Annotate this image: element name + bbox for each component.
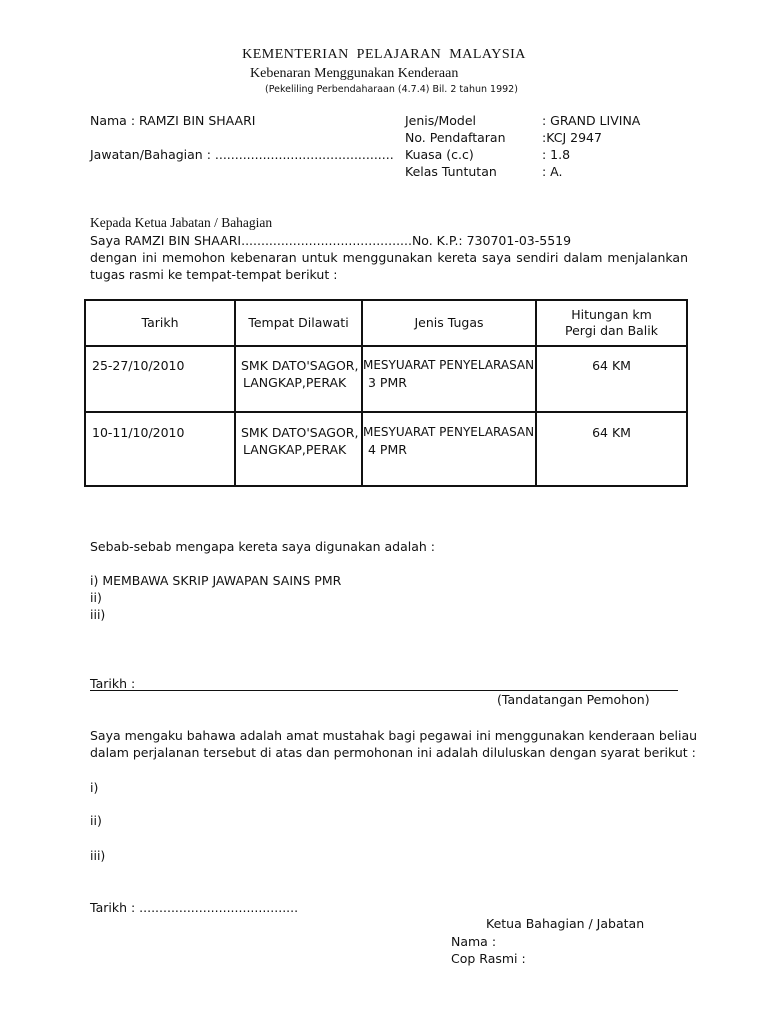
row1-place-line2: LANGKAP,PERAK xyxy=(243,375,347,390)
head-of-department-title: Ketua Bahagian / Jabatan xyxy=(486,916,645,931)
applicant-ic-line: Saya RAMZI BIN SHAARI...........................................No. K.P.: 730701-03-5519 xyxy=(90,233,572,248)
row2-cell-place xyxy=(235,412,362,486)
applicant-position: Jawatan/Bahagian : ............................................. xyxy=(90,147,394,162)
row2-cell-date xyxy=(85,412,235,486)
approver-name-label: Nama : xyxy=(451,934,497,949)
applicant-name: Nama : RAMZI BIN SHAARI xyxy=(90,113,256,128)
row1-task-line1: MESYUARAT PENYELARASAN xyxy=(363,358,535,372)
vehicle-value-registration: :KCJ 2947 xyxy=(542,130,602,145)
vehicle-value-cc: : 1.8 xyxy=(542,147,571,162)
addressee: Kepada Ketua Jabatan / Bahagian xyxy=(90,215,273,230)
vehicle-label-model: Jenis/Model xyxy=(405,113,477,128)
header-task: Jenis Tugas xyxy=(362,300,536,346)
header-km xyxy=(536,300,687,346)
header-km-line2: Pergi dan Balik xyxy=(565,323,658,338)
row2-cell-task xyxy=(362,412,536,486)
row1-task-line2: 3 PMR xyxy=(368,375,407,390)
row1-km: 64 KM xyxy=(592,358,631,373)
table-row xyxy=(85,346,687,412)
circular-reference: (Pekeliling Perbendaharaan (4.7.4) Bil. 2 tahun 1992) xyxy=(265,84,518,95)
approval-line-2: dalam perjalanan tersebut di atas dan permohonan ini adalah diluluskan dengan syarat berikut : xyxy=(90,745,696,760)
row2-place-line1: SMK DATO'SAGOR, xyxy=(241,425,359,440)
row1-date: 25-27/10/2010 xyxy=(92,358,185,373)
row1-place-line1: SMK DATO'SAGOR, xyxy=(241,358,359,373)
condition-item-1: i) xyxy=(90,780,99,795)
row1-cell-date xyxy=(85,346,235,412)
table-row xyxy=(85,412,687,486)
table-header-row xyxy=(85,300,687,346)
vehicle-label-class: Kelas Tuntutan xyxy=(405,164,497,179)
vehicle-value-class: : A. xyxy=(542,164,563,179)
row1-cell-km xyxy=(536,346,687,412)
applicant-date-label: Tarikh : xyxy=(90,676,136,691)
reason-item-2: ii) xyxy=(90,590,102,605)
condition-item-3: iii) xyxy=(90,848,106,863)
reasons-intro: Sebab-sebab mengapa kereta saya digunakan adalah : xyxy=(90,539,436,554)
vehicle-label-registration: No. Pendaftaran xyxy=(405,130,506,145)
header-km-line1: Hitungan km xyxy=(571,307,652,322)
vehicle-value-model: : GRAND LIVINA xyxy=(542,113,641,128)
row2-task-line1: MESYUARAT PENYELARASAN xyxy=(363,425,535,439)
ministry-title: KEMENTERIAN PELAJARAN MALAYSIA xyxy=(242,47,526,62)
approval-line-1: Saya mengaku bahawa adalah amat mustahak bagi pegawai ini menggunakan kenderaan beliau xyxy=(90,728,698,743)
vehicle-label-cc: Kuasa (c.c) xyxy=(405,147,474,162)
request-line-1: dengan ini memohon kebenaran untuk menggunakan kereta saya sendiri dalam menjalankan xyxy=(90,250,688,265)
reason-item-3: iii) xyxy=(90,607,106,622)
row2-km: 64 KM xyxy=(592,425,631,440)
reason-item-1: i) MEMBAWA SKRIP JAWAPAN SAINS PMR xyxy=(90,573,342,588)
row2-date: 10-11/10/2010 xyxy=(92,425,185,440)
row1-cell-task xyxy=(362,346,536,412)
row2-cell-km xyxy=(536,412,687,486)
form-title: Kebenaran Menggunakan Kenderaan xyxy=(250,66,459,81)
row1-cell-place xyxy=(235,346,362,412)
header-date: Tarikh xyxy=(85,300,235,346)
applicant-signature-label: (Tandatangan Pemohon) xyxy=(497,692,650,707)
official-stamp-label: Cop Rasmi : xyxy=(451,951,526,966)
approval-date-line: Tarikh : ........................................ xyxy=(90,900,299,915)
request-line-2: tugas rasmi ke tempat-tempat berikut : xyxy=(90,267,338,282)
row2-task-line2: 4 PMR xyxy=(368,442,407,457)
condition-item-2: ii) xyxy=(90,813,102,828)
trips-table xyxy=(84,299,688,487)
header-place: Tempat Dilawati xyxy=(235,300,362,346)
row2-place-line2: LANGKAP,PERAK xyxy=(243,442,347,457)
